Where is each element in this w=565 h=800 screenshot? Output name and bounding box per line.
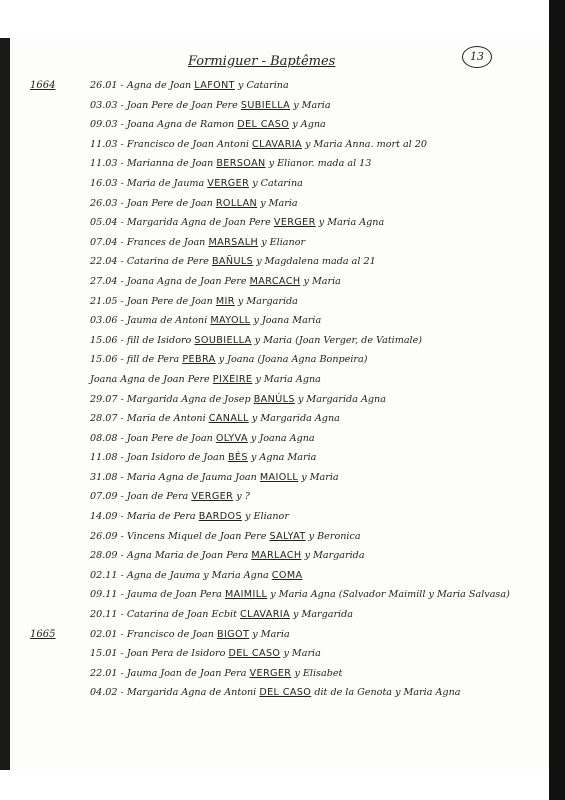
list-item bbox=[10, 487, 549, 507]
entry-mother: y Elianor bbox=[245, 511, 289, 523]
entry-separator: - bbox=[117, 236, 127, 248]
entry-date: 15.06 bbox=[90, 334, 118, 346]
entry-surname: VERGER bbox=[249, 667, 292, 679]
entry-separator: - bbox=[117, 648, 127, 660]
entry-line bbox=[90, 527, 361, 547]
entry-mother: y Maria bbox=[301, 471, 339, 483]
entry-date: 09.03 bbox=[90, 119, 118, 131]
list-item bbox=[10, 350, 549, 370]
list-item bbox=[10, 390, 549, 410]
entry-separator: - bbox=[117, 99, 127, 111]
entry-surname: LAFONT bbox=[194, 80, 235, 91]
entry-separator: - bbox=[117, 667, 127, 679]
entry-given-names: Joan de Pera bbox=[126, 491, 189, 503]
entry-line bbox=[90, 429, 315, 449]
entry-line bbox=[90, 174, 303, 194]
entry-separator: - bbox=[117, 628, 127, 640]
entry-given-names: Maria de Pera bbox=[126, 511, 196, 523]
entry-separator: - bbox=[117, 217, 127, 229]
entry-line bbox=[90, 96, 331, 116]
entry-date: 02.01 bbox=[90, 628, 118, 640]
entry-date: 29.07 bbox=[90, 393, 118, 405]
entry-given-names: Maria Agna de Jauma Joan bbox=[126, 471, 257, 483]
entry-date: 07.04 bbox=[90, 236, 118, 248]
entry-line bbox=[90, 311, 321, 331]
entry-mother: y Elianor bbox=[261, 236, 306, 248]
entry-line bbox=[90, 448, 316, 468]
entry-separator: - bbox=[117, 569, 127, 581]
entry-surname: DEL CASO bbox=[228, 648, 281, 660]
entry-surname: MARCACH bbox=[249, 275, 301, 287]
entry-mother: dit de la Genota y Maria Agna bbox=[314, 687, 461, 699]
entry-line bbox=[90, 487, 250, 507]
entry-separator: - bbox=[117, 334, 127, 346]
entry-given-names: Joan Pere de Joan bbox=[126, 197, 213, 209]
entry-date: 04.02 bbox=[90, 687, 118, 699]
entry-mother: y Margarida Agna bbox=[297, 393, 386, 405]
entry-separator: - bbox=[117, 687, 127, 699]
entry-date: 26.03 bbox=[90, 197, 118, 209]
entry-date: 31.08 bbox=[90, 471, 118, 483]
entry-mother: y Maria Anna. mort al 20 bbox=[305, 138, 428, 150]
list-item bbox=[10, 468, 549, 488]
entry-separator: - bbox=[117, 256, 127, 268]
entry-date: 26.09 bbox=[90, 530, 118, 542]
entry-surname: BAÑULS bbox=[211, 256, 254, 268]
entry-line bbox=[90, 350, 367, 370]
entry-line bbox=[90, 292, 298, 312]
list-item bbox=[10, 154, 549, 174]
list-item bbox=[10, 252, 549, 272]
entry-mother: y Maria Agna (Salvador Maimill y Maria Salvasa) bbox=[270, 589, 510, 601]
entry-given-names: Jauma de Antoni bbox=[126, 315, 208, 327]
entry-mother: y Joana (Joana Agna Bonpeira) bbox=[218, 354, 368, 366]
entry-line bbox=[90, 272, 341, 292]
entry-given-names: Maria de Antoni bbox=[126, 413, 206, 425]
entry-line bbox=[90, 331, 422, 351]
entry-given-names: Jauma Joan de Joan Pera bbox=[126, 667, 247, 679]
entry-separator: - bbox=[117, 413, 127, 425]
entry-year: 1664 bbox=[30, 80, 56, 91]
entry-separator: - bbox=[117, 452, 127, 464]
entry-surname: MARSALH bbox=[208, 236, 259, 248]
entry-date: 07.09 bbox=[90, 491, 118, 503]
entry-surname: MAIOLL bbox=[259, 471, 299, 483]
entry-date: 11.03 bbox=[90, 138, 118, 150]
entry-separator: - bbox=[117, 471, 127, 483]
entry-line bbox=[90, 409, 340, 429]
entry-date: 05.04 bbox=[90, 217, 118, 229]
entry-mother: y Catarina bbox=[252, 177, 303, 189]
entry-surname: SOUBIELLA bbox=[194, 334, 252, 346]
entry-date: 08.08 bbox=[90, 432, 118, 444]
list-item bbox=[10, 76, 549, 96]
list-item bbox=[10, 664, 549, 684]
list-item bbox=[10, 96, 549, 116]
entry-surname: VERGER bbox=[207, 177, 250, 189]
list-item bbox=[10, 370, 549, 390]
entry-date: 15.06 bbox=[90, 354, 118, 366]
entry-line bbox=[90, 546, 365, 566]
entry-surname: VERGER bbox=[191, 491, 234, 503]
entry-given-names: Joana Agna de Joan Pere bbox=[90, 373, 210, 385]
entry-date: 03.06 bbox=[90, 315, 118, 327]
entry-mother: y Maria bbox=[252, 628, 290, 640]
entry-mother: y Elisabet bbox=[294, 667, 343, 679]
entry-given-names: Agna Maria de Joan Pera bbox=[126, 550, 249, 562]
list-item bbox=[10, 546, 549, 566]
entry-line bbox=[90, 468, 339, 488]
scan-edge-left bbox=[0, 38, 10, 770]
entry-given-names: Frances de Joan bbox=[126, 236, 206, 248]
entry-line bbox=[90, 252, 376, 272]
list-item bbox=[10, 605, 549, 625]
entry-surname: PEBRA bbox=[182, 354, 216, 366]
entry-given-names: Francisco de Joan Antoni bbox=[126, 138, 249, 150]
entry-mother: y Joana Agna bbox=[250, 432, 315, 444]
list-item bbox=[10, 194, 549, 214]
entry-surname: COMA bbox=[271, 569, 303, 581]
entry-given-names: Joan Pera de Isidoro bbox=[126, 648, 226, 660]
entries-list bbox=[10, 76, 549, 703]
entry-line bbox=[90, 76, 289, 96]
entry-mother: y Agna Maria bbox=[250, 452, 317, 464]
entry-separator: - bbox=[117, 511, 127, 523]
entry-date: 21.05 bbox=[90, 295, 118, 307]
entry-surname: CLAVARIA bbox=[240, 609, 290, 621]
entry-date: 11.03 bbox=[90, 158, 118, 170]
entry-surname: OLYVA bbox=[215, 432, 248, 444]
entry-mother: y Margarida Agna bbox=[251, 413, 340, 425]
list-item bbox=[10, 311, 549, 331]
page-number: 13 bbox=[462, 46, 492, 68]
entry-date: 20.11 bbox=[90, 609, 118, 621]
entry-mother: y Maria Agna bbox=[318, 217, 385, 229]
list-item bbox=[10, 429, 549, 449]
entry-mother: y Catarina bbox=[238, 80, 289, 91]
entry-surname: DEL CASO bbox=[259, 687, 312, 699]
entry-surname: DEL CASO bbox=[237, 119, 290, 131]
list-item bbox=[10, 585, 549, 605]
entry-given-names: Francisco de Joan bbox=[126, 628, 214, 640]
entry-line bbox=[90, 566, 302, 586]
entry-separator: - bbox=[117, 119, 127, 131]
list-item bbox=[10, 409, 549, 429]
entry-date: 11.08 bbox=[90, 452, 118, 464]
entry-line bbox=[90, 625, 290, 645]
entry-surname: BERSOAN bbox=[216, 158, 266, 170]
entry-separator: - bbox=[117, 491, 127, 503]
entry-given-names: Joana Agna de Ramon bbox=[126, 119, 235, 131]
list-item bbox=[10, 507, 549, 527]
entry-line bbox=[90, 507, 289, 527]
entry-separator: - bbox=[117, 550, 127, 562]
entry-given-names: Margarida Agna de Josep bbox=[126, 393, 251, 405]
entry-surname: MIR bbox=[215, 295, 235, 307]
entry-given-names: Agna de Jauma y Maria Agna bbox=[126, 569, 269, 581]
entry-date: 28.07 bbox=[90, 413, 118, 425]
entry-given-names: Agna de Joan bbox=[126, 80, 192, 91]
entry-date: 15.01 bbox=[90, 648, 118, 660]
entry-given-names: Catarina de Pere bbox=[126, 256, 209, 268]
list-item bbox=[10, 448, 549, 468]
entry-given-names: Catarina de Joan Ecbit bbox=[126, 609, 237, 621]
entry-given-names: Margarida Agna de Antoni bbox=[126, 687, 257, 699]
entry-mother: y Agna bbox=[292, 119, 326, 131]
entry-separator: - bbox=[117, 80, 127, 91]
entry-given-names: Joan Pere de Joan Pere bbox=[126, 99, 238, 111]
entry-mother: y Margarida bbox=[237, 295, 298, 307]
entry-mother: y Maria bbox=[293, 99, 331, 111]
list-item bbox=[10, 331, 549, 351]
list-item bbox=[10, 625, 549, 645]
entry-date: 26.01 bbox=[90, 80, 118, 91]
entry-line bbox=[90, 585, 510, 605]
entry-separator: - bbox=[117, 393, 127, 405]
entry-surname: ROLLAN bbox=[215, 197, 258, 209]
entry-line bbox=[90, 135, 427, 155]
entry-surname: BIGOT bbox=[216, 628, 250, 640]
list-item bbox=[10, 233, 549, 253]
entry-date: 09.11 bbox=[90, 589, 118, 601]
entry-year: 1665 bbox=[30, 628, 56, 640]
list-item bbox=[10, 527, 549, 547]
entry-surname: SUBIELLA bbox=[240, 99, 291, 111]
entry-line bbox=[90, 213, 384, 233]
entry-date: 03.03 bbox=[90, 99, 118, 111]
entry-separator: - bbox=[117, 589, 127, 601]
entry-date: 27.04 bbox=[90, 275, 118, 287]
entry-separator: - bbox=[117, 177, 127, 189]
entry-separator: - bbox=[117, 275, 127, 287]
entry-mother: y Maria bbox=[283, 648, 321, 660]
entry-given-names: Joan Pere de Joan bbox=[126, 295, 213, 307]
entry-mother: y Maria Agna bbox=[255, 373, 321, 385]
entry-surname: MARLACH bbox=[251, 550, 302, 562]
entry-separator: - bbox=[117, 530, 127, 542]
entry-line bbox=[90, 154, 371, 174]
list-item bbox=[10, 115, 549, 135]
entry-line bbox=[90, 683, 460, 703]
entry-mother: y Maria bbox=[260, 197, 298, 209]
entry-surname: MAYOLL bbox=[210, 315, 251, 327]
entry-separator: - bbox=[117, 315, 127, 327]
entry-date: 28.09 bbox=[90, 550, 118, 562]
list-item bbox=[10, 272, 549, 292]
entry-given-names: fill de Isidoro bbox=[126, 334, 192, 346]
list-item bbox=[10, 292, 549, 312]
entry-line bbox=[90, 115, 326, 135]
entry-separator: - bbox=[117, 295, 127, 307]
list-item bbox=[10, 683, 549, 703]
entry-mother: y Maria bbox=[303, 275, 341, 287]
entry-date: 16.03 bbox=[90, 177, 118, 189]
entry-surname: CLAVARIA bbox=[252, 138, 302, 150]
entry-line bbox=[90, 370, 321, 390]
entry-given-names: Marianna de Joan bbox=[126, 158, 214, 170]
entry-separator: - bbox=[117, 138, 127, 150]
entry-mother: y Magdalena mada al 21 bbox=[256, 256, 376, 268]
entry-given-names: Vincens Miquel de Joan Pere bbox=[126, 530, 267, 542]
list-item bbox=[10, 135, 549, 155]
list-item bbox=[10, 644, 549, 664]
entry-given-names: Joan Isidoro de Joan bbox=[126, 452, 225, 464]
entry-given-names: Jauma de Joan Pera bbox=[126, 589, 222, 601]
page-title: Formiguer - Baptêmes bbox=[188, 54, 336, 69]
entry-surname: BARDOS bbox=[198, 511, 242, 523]
entry-date: 02.11 bbox=[90, 569, 118, 581]
entry-separator: - bbox=[117, 158, 127, 170]
list-item bbox=[10, 174, 549, 194]
entry-surname: BÉS bbox=[227, 452, 248, 464]
scan-edge-right bbox=[549, 0, 565, 800]
entry-date: 22.04 bbox=[90, 256, 118, 268]
entry-given-names: fill de Pera bbox=[126, 354, 180, 366]
entry-given-names: Maria de Jauma bbox=[126, 177, 205, 189]
entry-surname: VERGER bbox=[273, 217, 316, 229]
entry-separator: - bbox=[117, 609, 127, 621]
entry-line bbox=[90, 390, 386, 410]
entry-mother: y Beronica bbox=[308, 530, 361, 542]
entry-separator: - bbox=[117, 197, 127, 209]
entry-given-names: Margarida Agna de Joan Pere bbox=[126, 217, 271, 229]
entry-date: 14.09 bbox=[90, 511, 118, 523]
entry-mother: y Joana Maria bbox=[253, 315, 322, 327]
entry-surname: PIXEIRE bbox=[212, 373, 253, 385]
entry-mother: y Margarida bbox=[293, 609, 354, 621]
list-item bbox=[10, 213, 549, 233]
entry-line bbox=[90, 644, 321, 664]
entry-mother: y Margarida bbox=[304, 550, 365, 562]
entry-separator: - bbox=[117, 354, 127, 366]
register-page bbox=[10, 38, 549, 770]
entry-line bbox=[90, 233, 305, 253]
entry-surname: CANALL bbox=[208, 413, 249, 425]
entry-line bbox=[90, 194, 298, 214]
entry-mother: y Elianor. mada al 13 bbox=[268, 158, 372, 170]
entry-given-names: Joana Agna de Joan Pere bbox=[126, 275, 247, 287]
entry-surname: SALYAT bbox=[269, 530, 306, 542]
entry-mother: y Maria (Joan Verger, de Vatimale) bbox=[254, 334, 423, 346]
list-item bbox=[10, 566, 549, 586]
entry-line bbox=[90, 605, 353, 625]
entry-given-names: Joan Pere de Joan bbox=[126, 432, 213, 444]
entry-date: 22.01 bbox=[90, 667, 118, 679]
entry-separator: - bbox=[117, 432, 127, 444]
entry-surname: BANÚLS bbox=[253, 393, 295, 405]
entry-mother: y ? bbox=[236, 491, 250, 503]
entry-line bbox=[90, 664, 342, 684]
entry-surname: MAIMILL bbox=[224, 589, 268, 601]
